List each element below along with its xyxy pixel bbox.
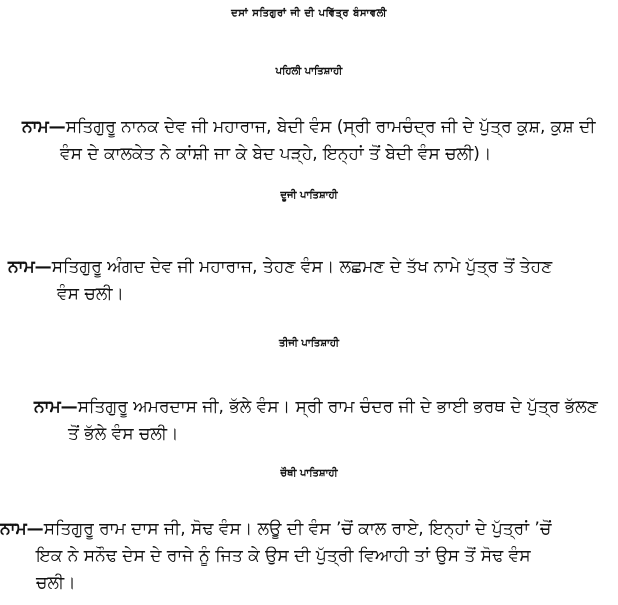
name-label: ਨਾਮ— [22,117,66,137]
section-heading-first: ਪਹਿਲੀ ਪਾਤਿਸ਼ਾਹੀ [275,66,343,77]
section-heading-third: ਤੀਜੀ ਪਾਤਿਸ਼ਾਹੀ [278,338,340,349]
name-label: ਨਾਮ— [0,519,44,539]
paragraph-line [8,254,552,281]
name-label: ਨਾਮ— [8,257,52,277]
paragraph-text: ਸਤਿਗੁਰੂ ਅੰਗਦ ਦੇਵ ਜੀ ਮਹਾਰਾਜ, ਤੇਹਣ ਵੰਸ। ਲਛਮਣ ਦੇ ਤੱਖ ਨਾਮੇ ਪੁੱਤ੍ਰ ਤੋਂ ਤੇਹਣ [51,257,553,277]
section-paragraph-third [34,394,598,448]
section-paragraph-fourth [0,516,551,597]
paragraph-line: ਤੋਂ ਭੱਲੇ ਵੰਸ ਚਲੀ। [68,424,179,444]
page-title: ਦਸਾਂ ਸਤਿਗੁਰਾਂ ਜੀ ਦੀ ਪਵਿੱਤ੍ਰ ਬੰਸਾਵਲੀ [231,8,387,19]
paragraph-line [34,394,598,421]
paragraph-line: ਇਕ ਨੇ ਸਨੌਢ ਦੇਸ ਦੇ ਰਾਜੇ ਨੂੰ ਜਿਤ ਕੇ ਉਸ ਦੀ ਪੁੱਤ੍ਰੀ ਵਿਆਹੀ ਤਾਂ ਉਸ ਤੋਂ ਸੋਢ ਵੰਸ [36,546,531,566]
section-heading-fourth: ਚੌਥੀ ਪਾਤਿਸ਼ਾਹੀ [280,468,338,479]
section-paragraph-second [8,254,552,308]
section-heading-second: ਦੂਜੀ ਪਾਤਿਸ਼ਾਹੀ [280,190,338,201]
paragraph-text: ਸਤਿਗੁਰੂ ਰਾਮ ਦਾਸ ਜੀ, ਸੋਢ ਵੰਸ। ਲਊ ਦੀ ਵੰਸ ’ਚੋਂ ਕਾਲ ਰਾਏ, ਇਨ੍ਹਾਂ ਦੇ ਪੁੱਤ੍ਰਾਂ ’ਚੋਂ [43,519,552,539]
section-paragraph-first [22,114,595,168]
paragraph-line [0,516,551,543]
paragraph-line: ਵੰਸ ਚਲੀ। [57,284,124,304]
paragraph-text: ਸਤਿਗੁਰੂ ਨਾਨਕ ਦੇਵ ਜੀ ਮਹਾਰਾਜ, ਬੇਦੀ ਵੰਸ (ਸ੍ਰੀ ਰਾਮਚੰਦ੍ਰ ਜੀ ਦੇ ਪੁੱਤ੍ਰ ਕੁਸ਼, ਕੁਸ਼ ਦੀ [65,117,596,137]
paragraph-line: ਵੰਸ ਦੇ ਕਾਲਕੇਤ ਨੇ ਕਾਂਸ਼ੀ ਜਾ ਕੇ ਬੇਦ ਪੜ੍ਹੇ, ਇਨ੍ਹਾਂ ਤੋਂ ਬੇਦੀ ਵੰਸ ਚਲੀ)। [60,144,492,164]
name-label: ਨਾਮ— [34,397,78,417]
paragraph-line: ਚਲੀ। [36,573,76,593]
paragraph-line [22,114,595,141]
paragraph-text: ਸਤਿਗੁਰੂ ਅਮਰਦਾਸ ਜੀ, ਭੱਲੇ ਵੰਸ। ਸ੍ਰੀ ਰਾਮ ਚੰਦਰ ਜੀ ਦੇ ਭਾਈ ਭਰਥ ਦੇ ਪੁੱਤ੍ਰ ਭੱਲਣ [77,397,598,417]
